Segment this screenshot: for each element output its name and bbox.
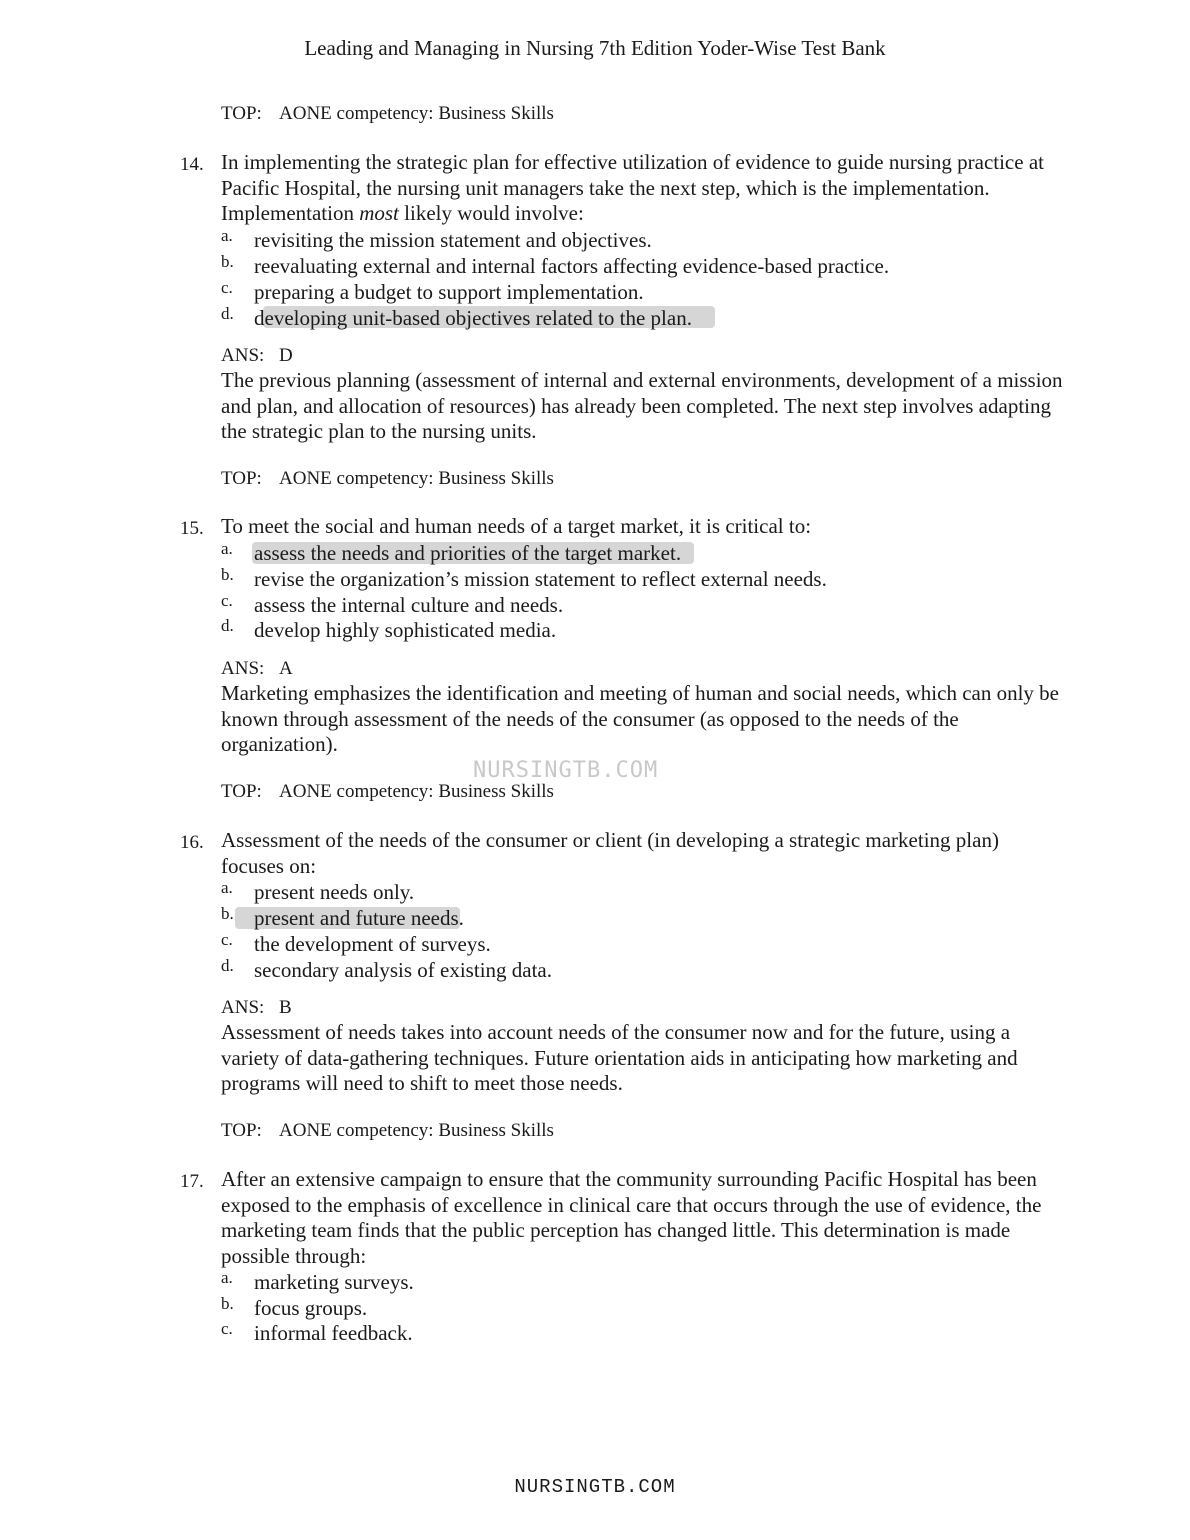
topic-label: TOP: <box>221 468 262 489</box>
option-letter: b. <box>221 904 234 923</box>
option-letter: b. <box>221 1294 234 1313</box>
topic-value: AONE competency: Business Skills <box>279 781 554 802</box>
stem-text: In implementing the strategic plan for effective utilization of evidence to guide nursing practice at Pacific Hospital, the nursing unit managers take the next step, which is the implementation. Implementation <box>221 150 1044 225</box>
option-text: present needs only. <box>254 880 415 904</box>
option-text: the development of surveys. <box>254 932 491 956</box>
topic-value: AONE competency: Business Skills <box>279 103 554 124</box>
question-number: 15. <box>180 518 204 539</box>
answer-label: ANS: <box>221 345 265 366</box>
topic-value: AONE competency: Business Skills <box>279 468 554 489</box>
option-text: develop highly sophisticated media. <box>254 618 557 642</box>
option-letter: b. <box>221 565 234 584</box>
option-text: assess the internal culture and needs. <box>254 593 564 617</box>
stem-text: likely would involve: <box>398 201 584 225</box>
topic-value: AONE competency: Business Skills <box>279 1120 554 1141</box>
option-letter: d. <box>221 616 234 635</box>
option-letter: c. <box>221 278 233 297</box>
option-text: secondary analysis of existing data. <box>254 958 552 982</box>
option-text: present and future needs. <box>254 906 464 930</box>
page-header-title: Leading and Managing in Nursing 7th Edition Yoder-Wise Test Bank <box>304 36 886 60</box>
question-number: 16. <box>180 832 204 853</box>
watermark-text: NURSINGTB.COM <box>473 758 659 783</box>
question-stem: To meet the social and human needs of a target market, it is critical to: <box>221 514 812 538</box>
answer-value: A <box>279 658 293 679</box>
option-text: reevaluating external and internal factors affecting evidence-based practice. <box>254 254 890 278</box>
topic-line <box>221 1120 554 1142</box>
question-stem: Assessment of the needs of the consumer or client (in developing a strategic marketing plan) focuses on: <box>221 828 999 878</box>
question-number: 17. <box>180 1171 204 1192</box>
option-letter: a. <box>221 1268 233 1287</box>
option-text: revise the organization’s mission statement to reflect external needs. <box>254 567 827 591</box>
topic-line <box>221 103 554 125</box>
option-letter: d. <box>221 956 234 975</box>
topic-label: TOP: <box>221 781 262 802</box>
answer-label: ANS: <box>221 658 265 679</box>
option-text: developing unit-based objectives related to the plan. <box>254 306 692 330</box>
topic-line <box>221 781 554 803</box>
stem-emphasis: most <box>359 201 399 225</box>
answer-key <box>221 658 293 680</box>
option-text: marketing surveys. <box>254 1270 414 1294</box>
answer-value: D <box>279 345 293 366</box>
option-text: assess the needs and priorities of the target market. <box>254 541 682 565</box>
option-text: informal feedback. <box>254 1321 413 1345</box>
option-letter: d. <box>221 304 234 323</box>
answer-value: B <box>279 997 292 1018</box>
question-number: 14. <box>180 154 204 175</box>
option-text: revisiting the mission statement and objectives. <box>254 228 652 252</box>
rationale-text: The previous planning (assessment of internal and external environments, development of a mission and plan, and allocation of resources) has already been completed. The next step involves adapting the strategic plan to the nursing units. <box>221 368 1063 443</box>
topic-line <box>221 468 554 490</box>
option-letter: c. <box>221 1319 233 1338</box>
option-letter: a. <box>221 539 233 558</box>
option-text: preparing a budget to support implementation. <box>254 280 644 304</box>
rationale-text: Assessment of needs takes into account needs of the consumer now and for the future, using a variety of data-gathering techniques. Future orientation aids in anticipating how marketing and programs will need to shift to meet those needs. <box>221 1020 1018 1095</box>
question-stem: After an extensive campaign to ensure that the community surrounding Pacific Hospital has been exposed to the emphasis of excellence in clinical care that occurs through the use of evidence, the marketing team finds that the public perception has changed little. This determination is made possible through: <box>221 1167 1042 1268</box>
option-letter: c. <box>221 591 233 610</box>
answer-key <box>221 345 293 367</box>
answer-key <box>221 997 292 1019</box>
option-letter: a. <box>221 226 233 245</box>
option-text: focus groups. <box>254 1296 368 1320</box>
topic-label: TOP: <box>221 103 262 124</box>
option-letter: c. <box>221 930 233 949</box>
page-footer: NURSINGTB.COM <box>514 1476 676 1498</box>
answer-label: ANS: <box>221 997 265 1018</box>
rationale-text: Marketing emphasizes the identification and meeting of human and social needs, which can only be known through assessment of the needs of the consumer (as opposed to the needs of the organization). <box>221 681 1059 756</box>
question-stem <box>221 150 1066 227</box>
option-letter: b. <box>221 252 234 271</box>
option-letter: a. <box>221 878 233 897</box>
topic-label: TOP: <box>221 1120 262 1141</box>
